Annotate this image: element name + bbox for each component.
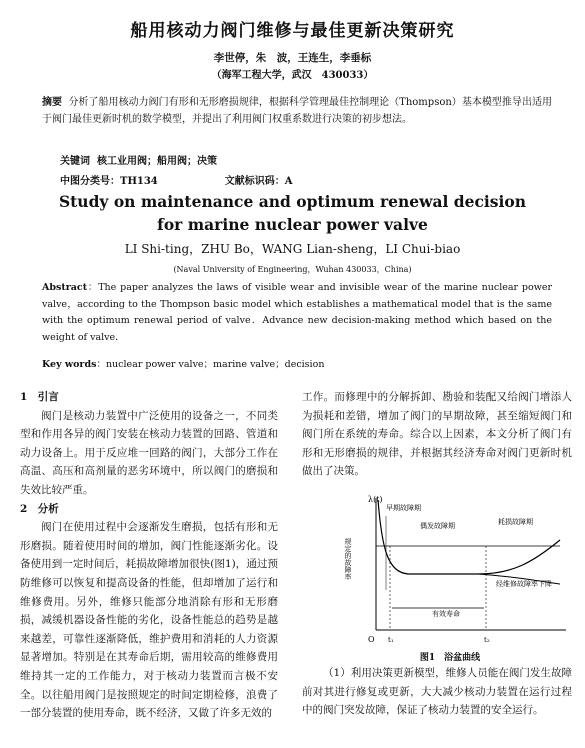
authors-cn: 李世停，朱 波，王连生，李垂标 <box>213 52 372 64</box>
paper-title-cn: 船用核动力阀门维修与最佳更新决策研究 <box>130 21 455 41</box>
label-wearout: 耗损故障期 <box>498 518 533 526</box>
label-t2: t₂ <box>484 636 490 644</box>
right-paragraph-2: （1）利用决策更新模型，维修人员能在阀门发生故障前对其进行修复或更新，大大减少核动力装置在运行过程中的阀门突发故障，保证了核动力装置的安全运行。 <box>302 667 572 717</box>
keywords-en <box>42 356 324 370</box>
abstract-cn-text: 分析了船用核动力阀门有形和无形磨损规律，根据科学管理最佳控制理论（Thompson）基本模型推导出适用于阀门最佳更新时机的数学模型，并提出了利用阀门权重系数进行决策的初步想法。 <box>42 97 553 125</box>
abstract-cn-label: 摘要 <box>42 97 63 108</box>
figure-caption: 图1 浴盆曲线 <box>419 653 481 663</box>
label-random: 偶发故障期 <box>420 522 455 530</box>
right-column-top <box>302 388 572 481</box>
clc-value: TH134 <box>120 176 158 187</box>
left-column <box>20 388 278 723</box>
section2-paragraph: 阀门在使用过程中会逐渐发生磨损，包括有形和无形磨损。随着使用时间的增加，阀门性能逐渐劣化。设备使用到一定时间后，耗损故障增加很快(图1)，通过预防维修可以恢复和提高设备的性能，但却增加了运行和维修费用。另外，维修只能部分地消除有形和无形磨损，减缓机器设备性能的劣化，设备性能总的趋势是越来越差，可靠性逐渐降低，维护费用和消耗的人力资源显著增加。特别是在其寿命后期，需用较高的维修费用维持其一定的工作能力，对于核动力装置而言极不安全。以往船用阀门是按照规定的时间定期检修，浪费了一部分装置的使用寿命，既不经济，又做了许多无效的 <box>20 521 278 720</box>
affiliation-cn: （海军工程大学，武汉 430033） <box>211 70 374 81</box>
authors-en: LI Shi-ting，ZHU Bo，WANG Lian-sheng，LI Chui-biao <box>124 242 461 256</box>
clc-label: 中图分类号： <box>60 176 120 187</box>
label-origin: O <box>368 635 375 644</box>
doc-code-label: 文献标识码： <box>224 176 285 187</box>
abstract-en-text: ：The paper analyzes the laws of visible wear and invisible wear of the marine nuclear power valve，according to the Thompson basic model which establishes a mathematical model that is the same with the optimum renewal period of valve．Advance new decision-making method which based on the weight of valve． <box>42 282 552 343</box>
keywords-cn <box>60 152 217 167</box>
label-specified-rate: 规定的故障率 <box>344 538 352 580</box>
section2-heading: 2 分析 <box>20 502 59 515</box>
right-paragraph: 工作。而修理中的分解拆卸、勘验和装配又给阀门增添人为损耗和差错，增加了阀门的早期故障，甚至缩短阀门和阀门所在系统的寿命。综合以上因素，本文分析了阀门有形和无形磨损的规律，并根据其经济寿命对阀门更新时机做出了决策。 <box>302 391 572 478</box>
keywords-cn-label: 关键词 <box>60 156 90 167</box>
doc-code-value: A <box>284 176 293 187</box>
abstract-en-label: Abstract <box>42 282 88 293</box>
paper-title-en <box>0 190 585 236</box>
title-en-line-1: Study on maintenance and optimum renewal decision <box>58 192 527 211</box>
section1-heading: 1 引言 <box>20 391 59 403</box>
y-axis-label: λ(t) <box>368 495 383 504</box>
abstract-en <box>42 280 552 346</box>
keywords-en-text: ：nuclear power valve；marine valve；decision <box>96 359 325 370</box>
label-maintained: 经维修故障率下降 <box>496 580 552 588</box>
label-t1: t₁ <box>388 636 394 644</box>
label-life: 有效寿命 <box>432 610 460 618</box>
title-en-line-2: for marine nuclear power valve <box>157 215 428 234</box>
affiliation-en: (Naval University of Engineering，Wuhan 430033，China) <box>173 265 412 274</box>
classification-line <box>60 172 293 187</box>
bathtub-curve-figure <box>328 490 573 650</box>
right-column-bottom <box>302 664 572 720</box>
label-early: 早期故障期 <box>386 504 421 512</box>
abstract-cn <box>42 94 552 128</box>
keywords-cn-text: 核工业用阀；船用阀；决策 <box>96 156 217 167</box>
keywords-en-label: Key words <box>42 359 97 370</box>
section1-paragraph: 阀门是核动力装置中广泛使用的设备之一，不同类型和作用各异的阀门安装在核动力装置的回路、管道和动力设备上。用于反应堆一回路的阀门，大部分工作在高温、高压和高剂量的恶劣环境中，所以阀门的磨损和失效比较严重。 <box>20 409 278 496</box>
